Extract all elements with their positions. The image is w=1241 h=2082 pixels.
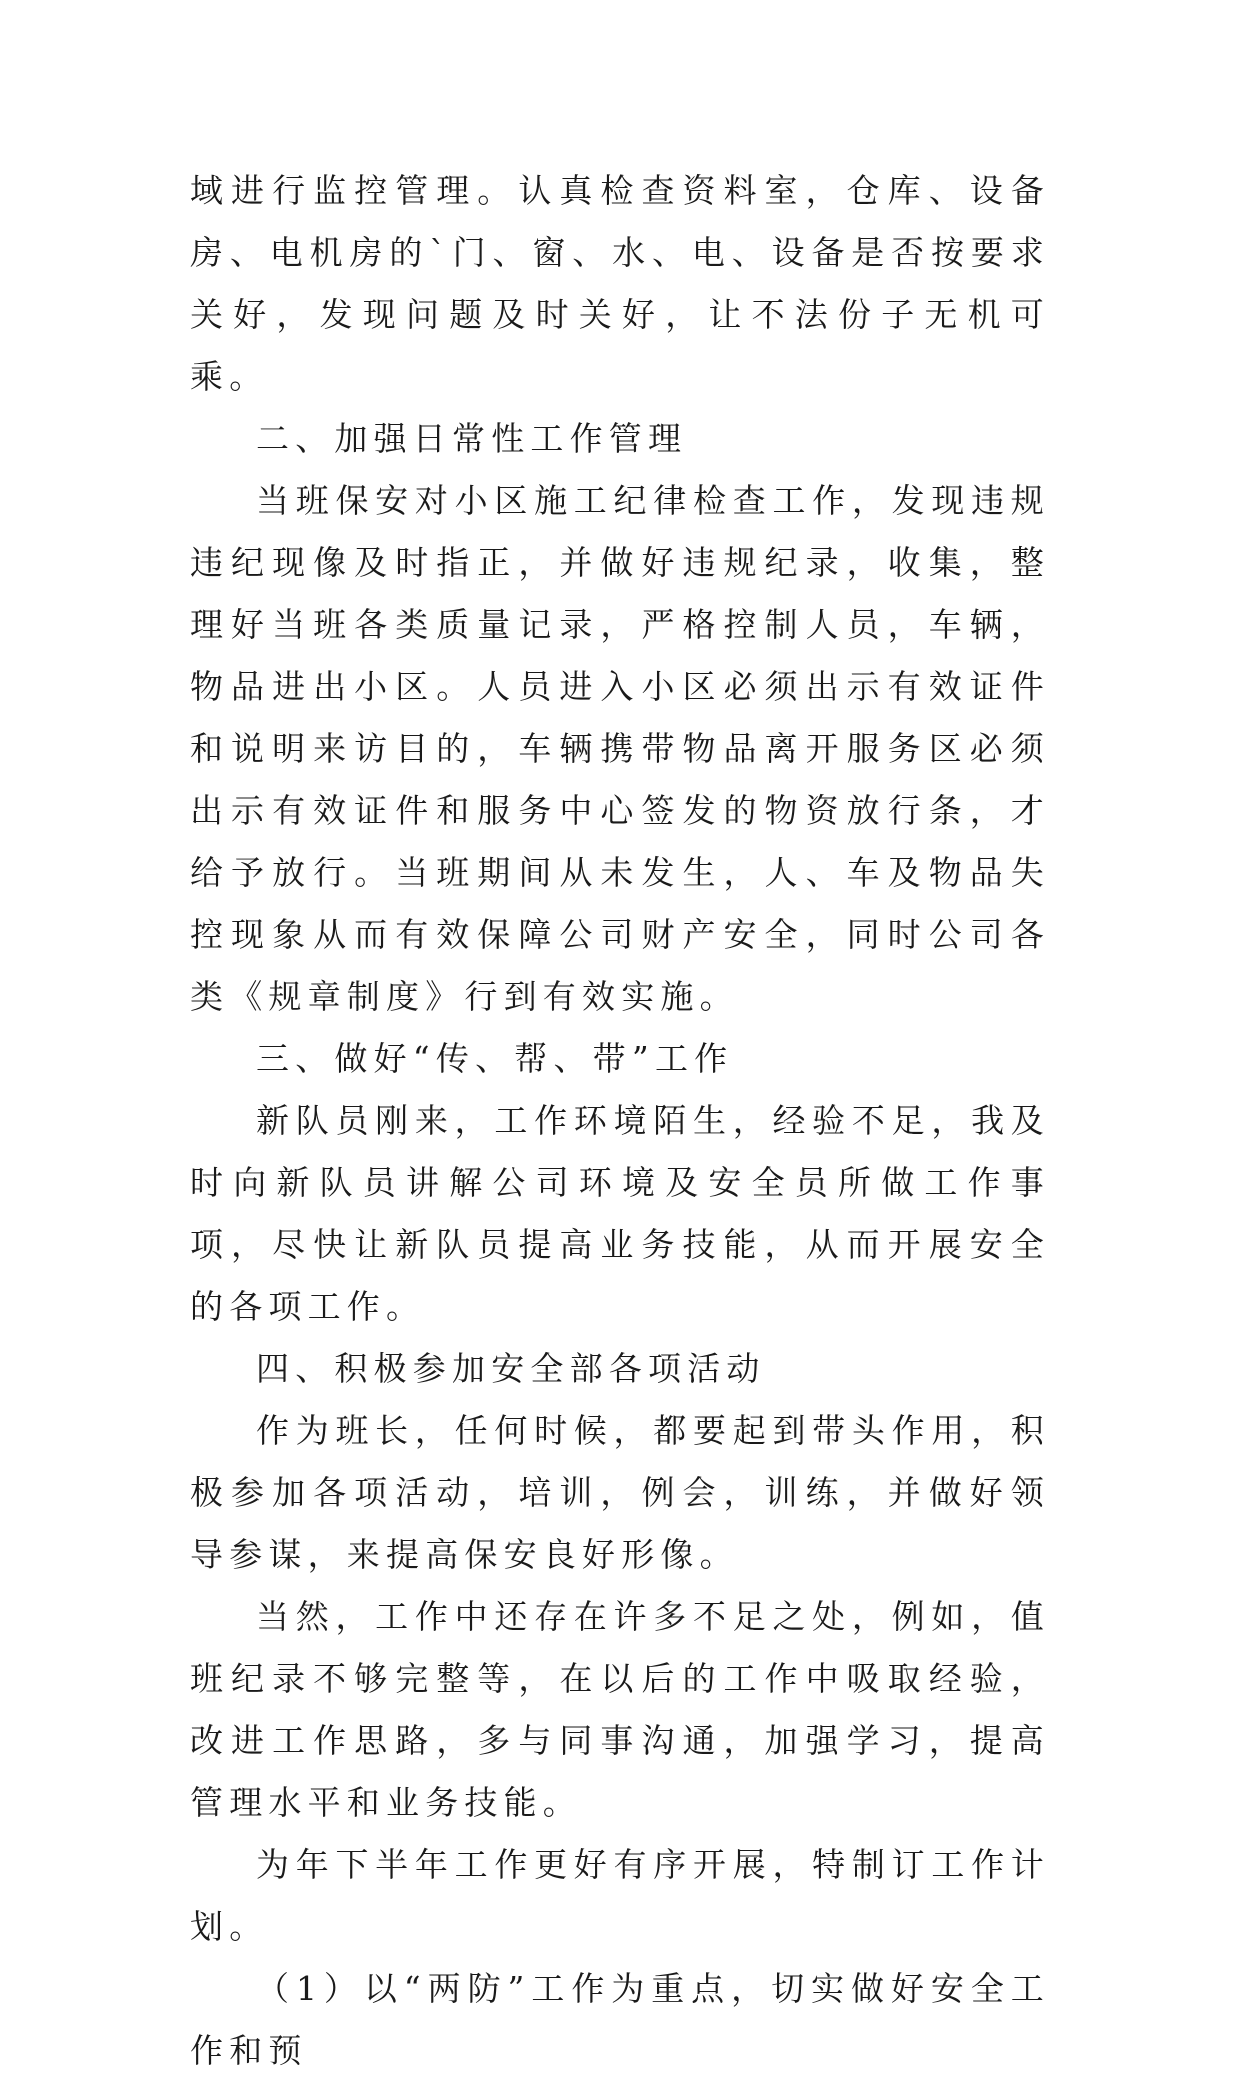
paragraph-continuation: 域进行监控管理。认真检查资料室，仓库、设备房、电机房的`门、窗、水、电、设备是否按要求关好，发现问题及时关好，让不法份子无机可乘。 <box>190 171 1050 396</box>
document-body <box>190 160 1050 2082</box>
paragraph-shortcomings: 当然，工作中还存在许多不足之处，例如，值班纪录不够完整等，在以后的工作中吸取经验，改进工作思路，多与同事沟通，加强学习，提高管理水平和业务技能。 <box>190 1597 1050 1822</box>
paragraph-activities: 作为班长，任何时候，都要起到带头作用，积极参加各项活动，培训，例会，训练，并做好领导参谋，来提高保安良好形像。 <box>190 1411 1050 1574</box>
section-heading-2: 二、加强日常性工作管理 <box>256 419 688 458</box>
section-heading-4: 四、积极参加安全部各项活动 <box>256 1349 766 1388</box>
paragraph-daily-management: 当班保安对小区施工纪律检查工作，发现违规违纪现像及时指正，并做好违规纪录，收集，整理好当班各类质量记录，严格控制人员，车辆，物品进出小区。人员进入小区必须出示有效证件和说明来访目的，车辆携带物品离开服务区必须出示有效证件和服务中心签发的物资放行条，才给予放行。当班期间从未发生，人、车及物品失控现象从而有效保障公司财产安全，同时公司各类《规章制度》行到有效实施。 <box>190 481 1050 1016</box>
paragraph-plan-intro: 为年下半年工作更好有序开展，特制订工作计划。 <box>190 1845 1050 1946</box>
section-heading-3: 三、做好“传、帮、带”工作 <box>256 1039 734 1078</box>
paragraph-mentoring: 新队员刚来，工作环境陌生，经验不足，我及时向新队员讲解公司环境及安全员所做工作事项，尽快让新队员提高业务技能，从而开展安全的各项工作。 <box>190 1101 1050 1326</box>
plan-item-1: （1）以“两防”工作为重点，切实做好安全工作和预 <box>190 1969 1050 2070</box>
